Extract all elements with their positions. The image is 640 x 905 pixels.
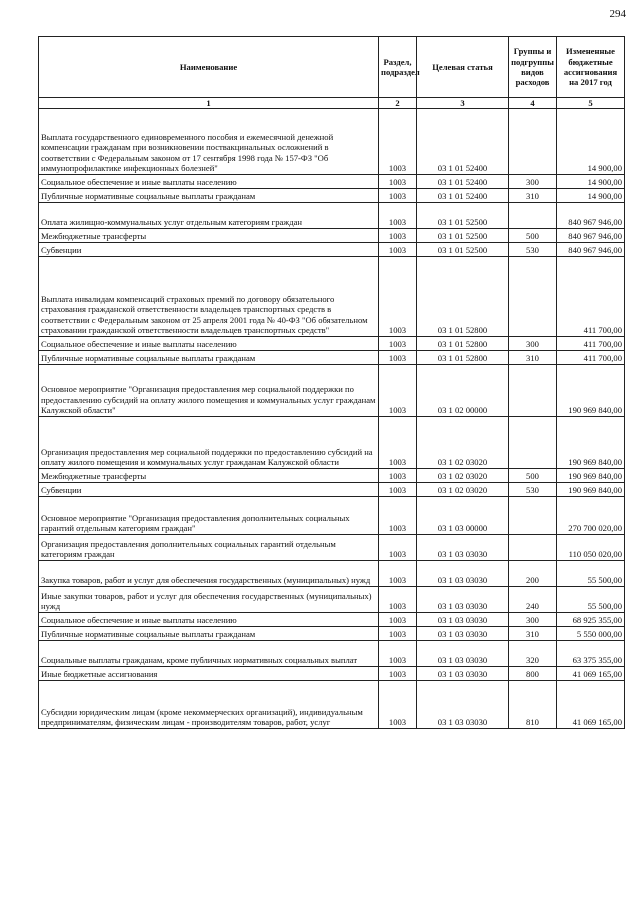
- row-amount: 840 967 946,00: [557, 203, 625, 229]
- budget-table: [38, 36, 625, 729]
- row-name: Закупка товаров, работ и услуг для обеспечения государственных (муниципальных) нужд: [39, 561, 379, 587]
- table-row: [39, 469, 625, 483]
- row-name: Основное мероприятие "Организация предоставления мер социальной поддержки по предоставлению субсидий на оплату жилого помещения и коммунальных услуг гражданам Калужской области": [39, 365, 379, 417]
- row-section: 1003: [379, 613, 417, 627]
- row-amount: 14 900,00: [557, 175, 625, 189]
- row-name: Социальное обеспечение и иные выплаты населению: [39, 337, 379, 351]
- row-target: 03 1 03 03030: [417, 681, 509, 729]
- row-amount: 41 069 165,00: [557, 681, 625, 729]
- row-target: 03 1 03 03030: [417, 641, 509, 667]
- row-section: 1003: [379, 497, 417, 535]
- row-amount: 68 925 355,00: [557, 613, 625, 627]
- row-section: 1003: [379, 229, 417, 243]
- row-name: Публичные нормативные социальные выплаты гражданам: [39, 189, 379, 203]
- row-amount: 190 969 840,00: [557, 417, 625, 469]
- row-amount: 41 069 165,00: [557, 667, 625, 681]
- row-target: 03 1 03 00000: [417, 497, 509, 535]
- table-row: [39, 365, 625, 417]
- table-row: [39, 613, 625, 627]
- table-row: [39, 535, 625, 561]
- row-group: 200: [509, 561, 557, 587]
- row-target: 03 1 01 52400: [417, 109, 509, 175]
- row-group: 320: [509, 641, 557, 667]
- table-row: [39, 175, 625, 189]
- header-section: Раздел, подраздел: [379, 37, 417, 98]
- row-section: 1003: [379, 667, 417, 681]
- row-section: 1003: [379, 641, 417, 667]
- row-name: Субсидии юридическим лицам (кроме некоммерческих организаций), индивидуальным предпринимателям, физическим лицам - производителям товаров, работ, услуг: [39, 681, 379, 729]
- row-section: 1003: [379, 561, 417, 587]
- table-row: [39, 243, 625, 257]
- row-amount: 411 700,00: [557, 351, 625, 365]
- row-section: 1003: [379, 189, 417, 203]
- row-group: [509, 109, 557, 175]
- row-name: Выплата инвалидам компенсаций страховых премий по договору обязательного страхования гражданской ответственности владельцев транспортных средств в соответствии с Федеральным законом от 25 апреля 2001 года № 40-ФЗ "Об обязательном страховании гражданской ответственности владельцев транспортных средств": [39, 257, 379, 337]
- table-row: [39, 667, 625, 681]
- row-section: 1003: [379, 337, 417, 351]
- row-section: 1003: [379, 535, 417, 561]
- row-section: 1003: [379, 243, 417, 257]
- row-target: 03 1 03 03030: [417, 535, 509, 561]
- row-section: 1003: [379, 257, 417, 337]
- table-row: [39, 681, 625, 729]
- table-row: [39, 641, 625, 667]
- row-group: 300: [509, 337, 557, 351]
- row-group: 800: [509, 667, 557, 681]
- row-group: 500: [509, 229, 557, 243]
- row-target: 03 1 03 03030: [417, 587, 509, 613]
- row-section: 1003: [379, 365, 417, 417]
- row-amount: 840 967 946,00: [557, 243, 625, 257]
- column-number: 1: [39, 98, 379, 109]
- row-section: 1003: [379, 109, 417, 175]
- row-amount: 190 969 840,00: [557, 469, 625, 483]
- row-target: 03 1 02 03020: [417, 483, 509, 497]
- row-group: 810: [509, 681, 557, 729]
- row-section: 1003: [379, 627, 417, 641]
- row-target: 03 1 01 52500: [417, 229, 509, 243]
- row-target: 03 1 02 03020: [417, 417, 509, 469]
- row-group: 300: [509, 613, 557, 627]
- row-section: 1003: [379, 587, 417, 613]
- row-group: [509, 203, 557, 229]
- row-target: 03 1 01 52800: [417, 257, 509, 337]
- table-row: [39, 561, 625, 587]
- row-name: Субвенции: [39, 243, 379, 257]
- header-groups: Группы и подгруппы видов расходов: [509, 37, 557, 98]
- table-row: [39, 351, 625, 365]
- row-name: Социальное обеспечение и иные выплаты населению: [39, 613, 379, 627]
- row-group: 310: [509, 189, 557, 203]
- row-group: [509, 497, 557, 535]
- row-section: 1003: [379, 351, 417, 365]
- row-amount: 110 050 020,00: [557, 535, 625, 561]
- row-amount: 55 500,00: [557, 587, 625, 613]
- row-name: Иные бюджетные ассигнования: [39, 667, 379, 681]
- row-name: Публичные нормативные социальные выплаты гражданам: [39, 351, 379, 365]
- column-numbers-row: [39, 98, 625, 109]
- column-number: 4: [509, 98, 557, 109]
- row-amount: 840 967 946,00: [557, 229, 625, 243]
- header-name: Наименование: [39, 37, 379, 98]
- row-section: 1003: [379, 483, 417, 497]
- row-name: Социальные выплаты гражданам, кроме публичных нормативных социальных выплат: [39, 641, 379, 667]
- row-name: Выплата государственного единовременного пособия и ежемесячной денежной компенсации гражданам при возникновении поствакцинальных осложнений в соответствии с Федеральным законом от 17 сентября 1998 года № 157-ФЗ "Об иммунопрофилактике инфекционных болезней": [39, 109, 379, 175]
- row-group: [509, 365, 557, 417]
- row-name: Межбюджетные трансферты: [39, 229, 379, 243]
- row-target: 03 1 01 52500: [417, 203, 509, 229]
- row-amount: 270 700 020,00: [557, 497, 625, 535]
- row-amount: 5 550 000,00: [557, 627, 625, 641]
- page-number: 294: [609, 8, 626, 20]
- table-row: [39, 229, 625, 243]
- table-row: [39, 257, 625, 337]
- row-section: 1003: [379, 203, 417, 229]
- row-group: 300: [509, 175, 557, 189]
- row-name: Организация предоставления мер социальной поддержки по предоставлению субсидий на оплату жилого помещения и коммунальных услуг гражданам Калужской области: [39, 417, 379, 469]
- row-name: Оплата жилищно-коммунальных услуг отдельным категориям граждан: [39, 203, 379, 229]
- row-amount: 14 900,00: [557, 109, 625, 175]
- row-section: 1003: [379, 469, 417, 483]
- row-target: 03 1 02 03020: [417, 469, 509, 483]
- table-row: [39, 337, 625, 351]
- row-group: 310: [509, 627, 557, 641]
- row-section: 1003: [379, 417, 417, 469]
- row-section: 1003: [379, 681, 417, 729]
- row-name: Социальное обеспечение и иные выплаты населению: [39, 175, 379, 189]
- table-header-row: [39, 37, 625, 98]
- row-target: 03 1 01 52400: [417, 189, 509, 203]
- row-amount: 14 900,00: [557, 189, 625, 203]
- table-row: [39, 587, 625, 613]
- table-row: [39, 203, 625, 229]
- table-row: [39, 109, 625, 175]
- row-name: Публичные нормативные социальные выплаты гражданам: [39, 627, 379, 641]
- column-number: 2: [379, 98, 417, 109]
- column-number: 5: [557, 98, 625, 109]
- row-target: 03 1 01 52500: [417, 243, 509, 257]
- row-target: 03 1 03 03030: [417, 667, 509, 681]
- table-row: [39, 627, 625, 641]
- row-target: 03 1 02 00000: [417, 365, 509, 417]
- row-name: Основное мероприятие "Организация предоставления дополнительных социальных гарантий отдельным категориям граждан": [39, 497, 379, 535]
- table-row: [39, 417, 625, 469]
- row-group: 310: [509, 351, 557, 365]
- row-name: Субвенции: [39, 483, 379, 497]
- header-target: Целевая статья: [417, 37, 509, 98]
- row-amount: 411 700,00: [557, 257, 625, 337]
- row-target: 03 1 03 03030: [417, 613, 509, 627]
- column-number: 3: [417, 98, 509, 109]
- row-group: [509, 535, 557, 561]
- row-amount: 190 969 840,00: [557, 483, 625, 497]
- table-row: [39, 497, 625, 535]
- row-amount: 411 700,00: [557, 337, 625, 351]
- table-row: [39, 483, 625, 497]
- row-group: [509, 257, 557, 337]
- row-amount: 63 375 355,00: [557, 641, 625, 667]
- row-target: 03 1 01 52800: [417, 351, 509, 365]
- row-group: 240: [509, 587, 557, 613]
- row-name: Иные закупки товаров, работ и услуг для обеспечения государственных (муниципальных) нужд: [39, 587, 379, 613]
- row-name: Организация предоставления дополнительных социальных гарантий отдельным категориям граждан: [39, 535, 379, 561]
- row-group: 500: [509, 469, 557, 483]
- row-section: 1003: [379, 175, 417, 189]
- row-name: Межбюджетные трансферты: [39, 469, 379, 483]
- row-target: 03 1 03 03030: [417, 627, 509, 641]
- row-group: 530: [509, 243, 557, 257]
- row-target: 03 1 01 52800: [417, 337, 509, 351]
- row-target: 03 1 03 03030: [417, 561, 509, 587]
- row-amount: 190 969 840,00: [557, 365, 625, 417]
- row-group: 530: [509, 483, 557, 497]
- header-amount: Измененные бюджетные ассигнования на 2017 год: [557, 37, 625, 98]
- row-target: 03 1 01 52400: [417, 175, 509, 189]
- row-group: [509, 417, 557, 469]
- table-row: [39, 189, 625, 203]
- row-amount: 55 500,00: [557, 561, 625, 587]
